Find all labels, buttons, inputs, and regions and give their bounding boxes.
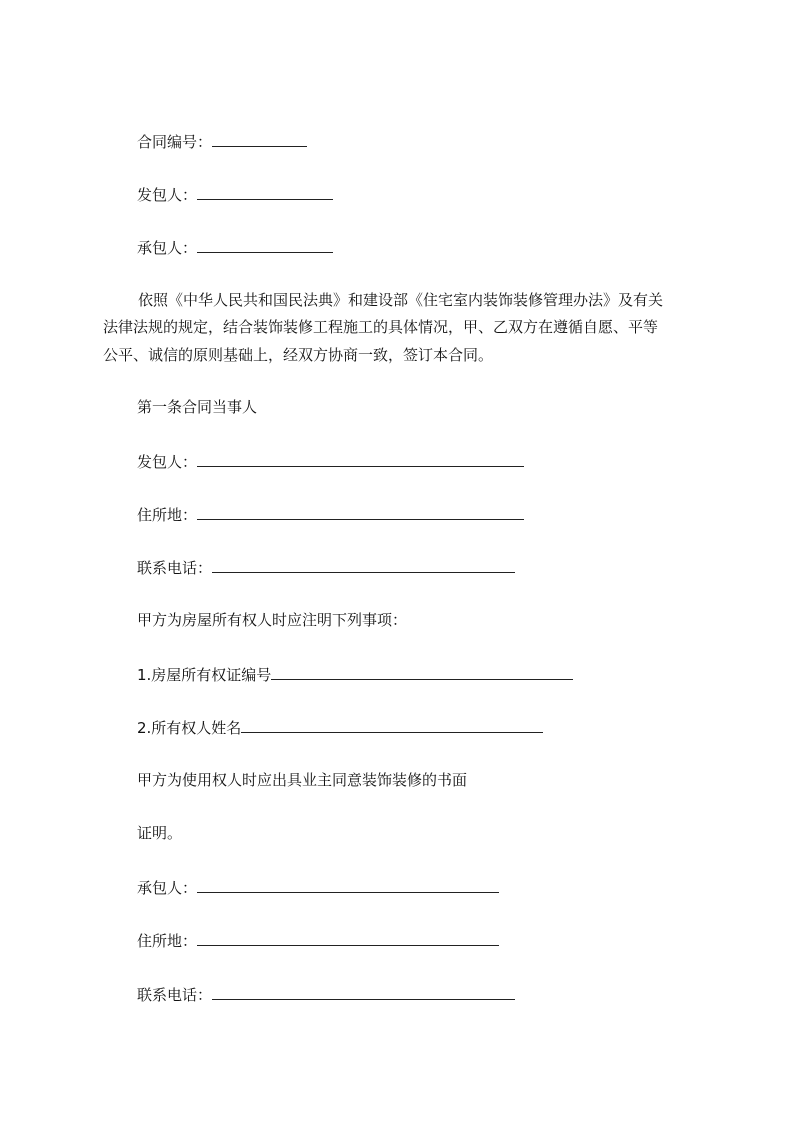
- cert-number-line: [137, 664, 573, 684]
- header-employer-blank[interactable]: [197, 184, 333, 200]
- contractor-address-blank[interactable]: [197, 930, 499, 946]
- employer-label: 发包人：: [137, 453, 198, 471]
- contractor-line: [137, 877, 499, 897]
- employer-line: [137, 451, 524, 471]
- user-note-line-1: 甲方为使用权人时应出具业主同意装饰装修的书面: [137, 771, 468, 789]
- contractor-address-line: [137, 930, 499, 950]
- cert-number-blank[interactable]: [271, 664, 573, 680]
- contractor-label: 承包人：: [137, 879, 198, 897]
- preamble-line-2: 法律法规的规定，结合装饰装修工程施工的具体情况，甲、乙双方在遵循自愿、平等: [103, 318, 659, 336]
- contract-number-label: 合同编号：: [137, 133, 213, 151]
- header-contractor-blank[interactable]: [197, 237, 333, 253]
- cert-number-label: 1.房屋所有权证编号: [137, 666, 272, 684]
- owner-name-label: 2.所有权人姓名: [137, 719, 242, 737]
- owner-note: 甲方为房屋所有权人时应注明下列事项：: [137, 611, 408, 629]
- user-note-line-2: 证明。: [137, 824, 183, 842]
- contractor-phone-blank[interactable]: [212, 984, 515, 1000]
- owner-name-blank[interactable]: [241, 717, 543, 733]
- contractor-phone-line: [137, 984, 515, 1004]
- employer-blank[interactable]: [197, 451, 524, 467]
- employer-phone-label: 联系电话：: [137, 559, 213, 577]
- contractor-blank[interactable]: [197, 877, 499, 893]
- contractor-phone-label: 联系电话：: [137, 986, 213, 1004]
- employer-address-blank[interactable]: [197, 504, 524, 520]
- article-1-title: 第一条合同当事人: [137, 398, 258, 416]
- owner-name-line: [137, 717, 543, 737]
- employer-phone-line: [137, 557, 515, 577]
- header-employer-label: 发包人：: [137, 186, 198, 204]
- header-contractor-label: 承包人：: [137, 239, 198, 257]
- employer-address-label: 住所地：: [137, 506, 198, 524]
- employer-address-line: [137, 504, 524, 524]
- header-employer-line: [137, 184, 333, 204]
- contractor-address-label: 住所地：: [137, 932, 198, 950]
- contract-number-blank[interactable]: [212, 131, 307, 147]
- preamble-line-3: 公平、诚信的原则基础上，经双方协商一致，签订本合同。: [103, 346, 494, 364]
- header-contractor-line: [137, 237, 333, 257]
- preamble-line-1: 依照《中华人民共和国民法典》和建设部《住宅室内装饰装修管理办法》及有关: [138, 291, 664, 309]
- contract-number-line: [137, 131, 307, 151]
- employer-phone-blank[interactable]: [212, 557, 515, 573]
